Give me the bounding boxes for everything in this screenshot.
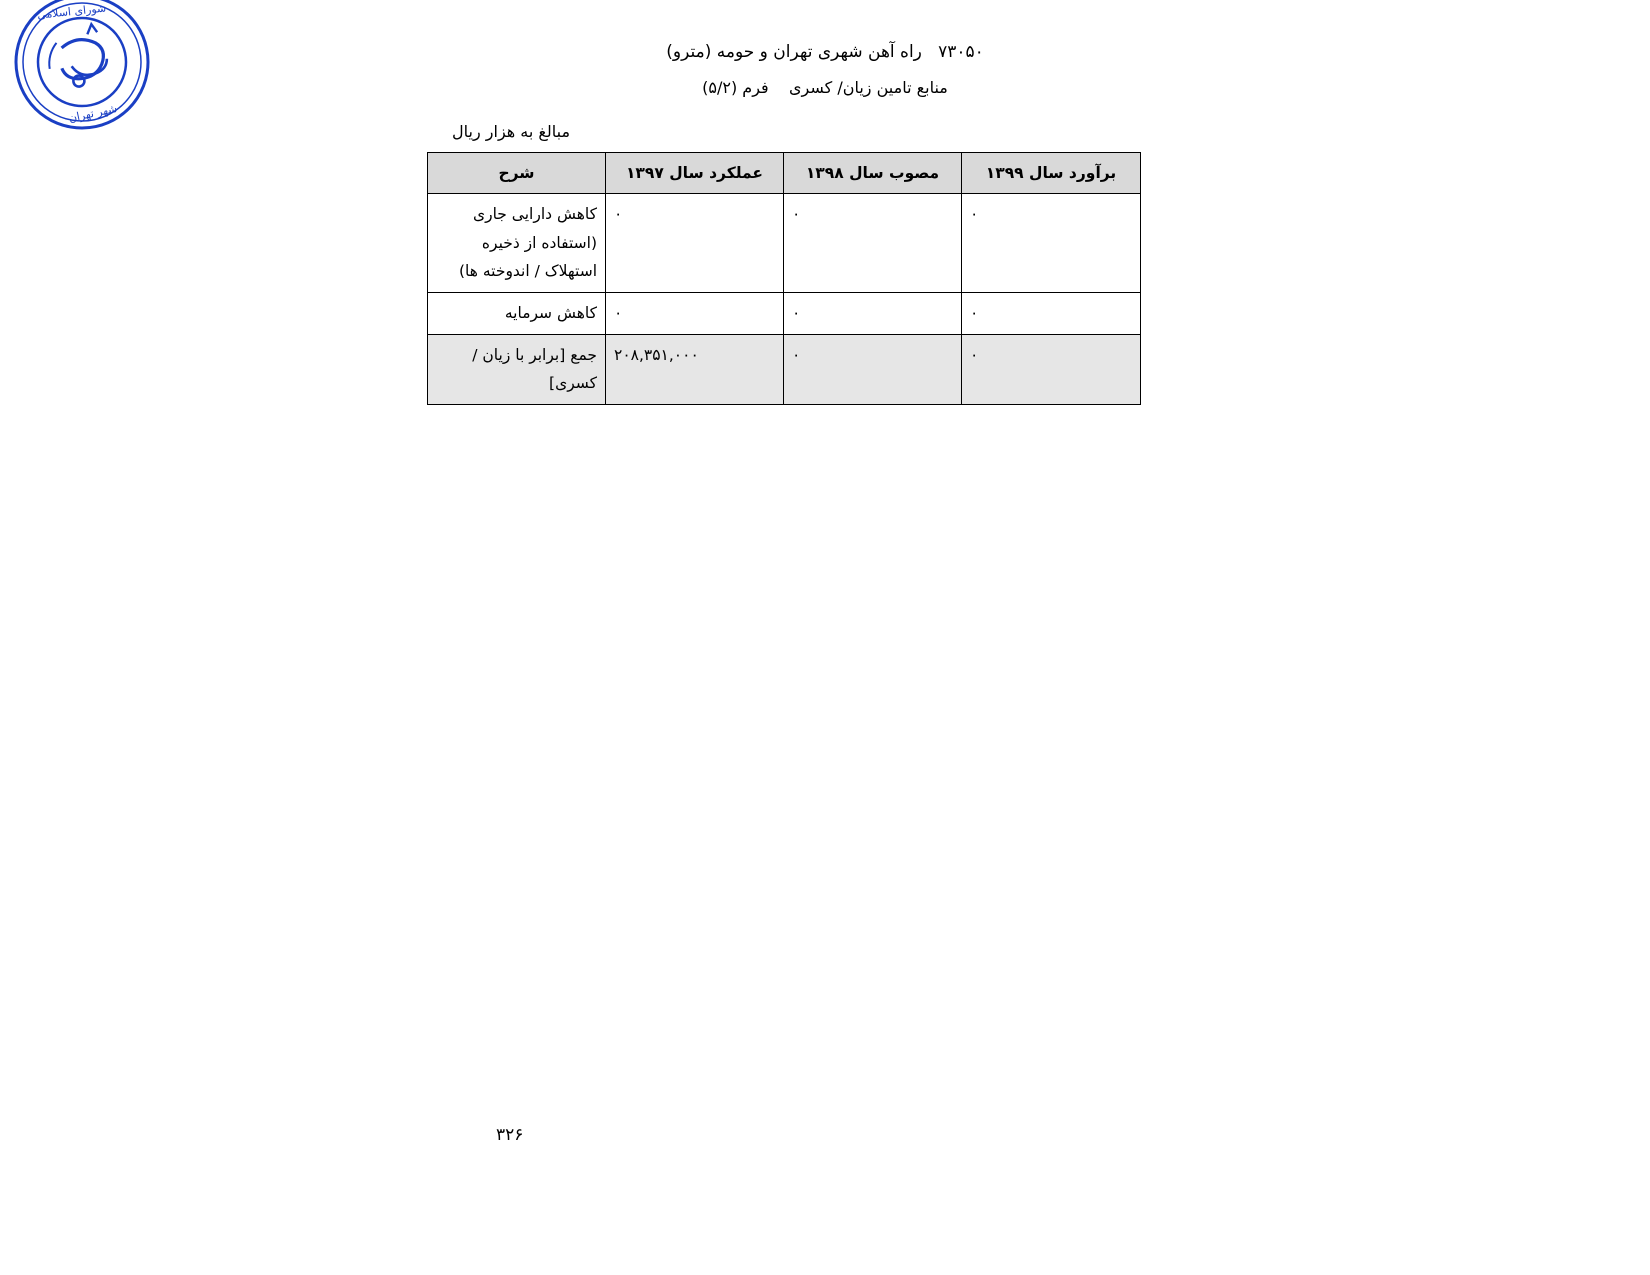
cell-approved-1398: ۰ xyxy=(784,194,962,293)
cell-actual-1397: ۰ xyxy=(606,293,784,335)
column-header-estimate-1399: برآورد سال ۱۳۹۹ xyxy=(962,153,1141,194)
cell-actual-1397: ۰ xyxy=(606,194,784,293)
cell-description: کاهش دارایی جاری (استفاده از ذخیره استهلاک / اندوخته ها) xyxy=(428,194,606,293)
table-header-row xyxy=(428,153,1141,194)
table-row xyxy=(428,194,1141,293)
cell-estimate-1399: ۰ xyxy=(962,194,1141,293)
column-header-approved-1398: مصوب سال ۱۳۹۸ xyxy=(784,153,962,194)
page-number: ۳۲۶ xyxy=(496,1125,524,1145)
table-row-total xyxy=(428,334,1141,404)
cell-approved-1398: ۰ xyxy=(784,293,962,335)
header-subtitle-line: منابع تامین زیان/ کسری فرم (۵/۲) xyxy=(702,78,948,97)
units-note: مبالغ به هزار ریال xyxy=(452,122,571,141)
table-row xyxy=(428,293,1141,335)
budget-table xyxy=(427,152,1141,405)
cell-estimate-1399: ۰ xyxy=(962,293,1141,335)
svg-text:شورای اسلامی: شورای اسلامی xyxy=(36,1,107,22)
cell-approved-1398: ۰ xyxy=(784,334,962,404)
cell-estimate-1399: ۰ xyxy=(962,334,1141,404)
column-header-actual-1397: عملکرد سال ۱۳۹۷ xyxy=(606,153,784,194)
cell-description: کاهش سرمایه xyxy=(428,293,606,335)
svg-text:شهر تهران: شهر تهران xyxy=(67,101,119,125)
header-title-line: ۷۳۰۵۰ راه آهن شهری تهران و حومه (مترو) xyxy=(666,42,984,62)
cell-actual-1397: ۲۰۸,۳۵۱,۰۰۰ xyxy=(606,334,784,404)
cell-description: جمع [برابر با زیان / کسری] xyxy=(428,334,606,404)
document-header xyxy=(0,42,1650,97)
budget-table-container xyxy=(428,152,1141,405)
column-header-description: شرح xyxy=(428,153,606,194)
